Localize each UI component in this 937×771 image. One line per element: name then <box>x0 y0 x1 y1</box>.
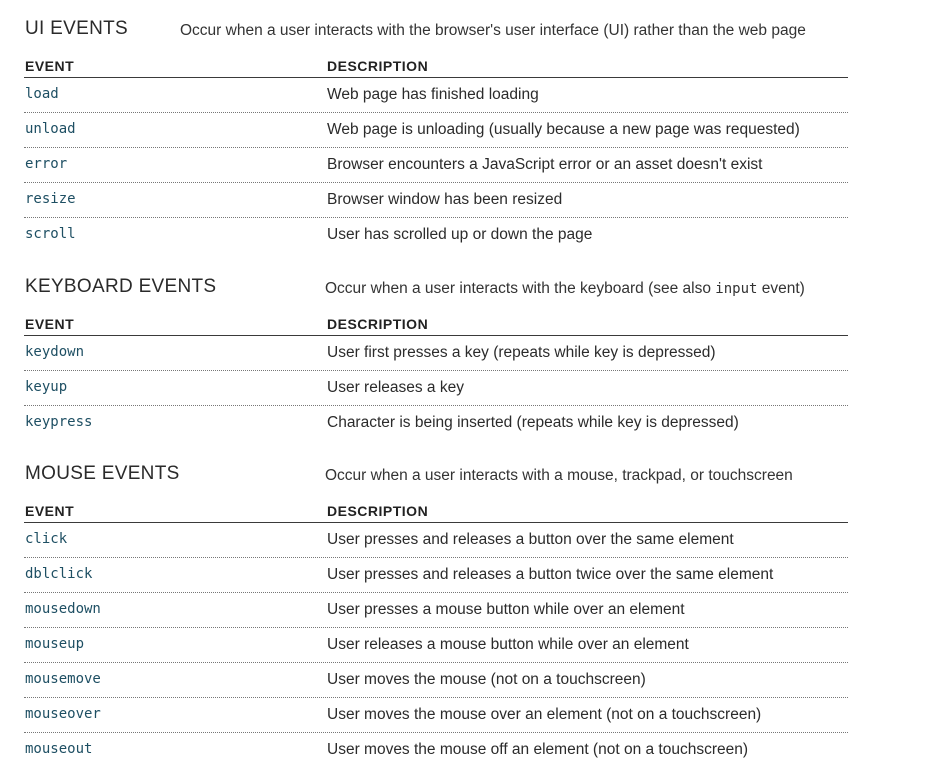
event-description: User moves the mouse over an element (not on a touchscreen) <box>327 706 762 723</box>
section-description-text: Occur when a user interacts with the keyboard (see also <box>325 280 716 297</box>
event-description: User presses and releases a button twice over the same element <box>327 566 774 583</box>
event-name: keydown <box>25 344 85 360</box>
table-row <box>24 733 848 767</box>
table-row <box>24 593 848 628</box>
table-row <box>24 148 848 183</box>
event-description: User releases a mouse button while over an element <box>327 636 689 653</box>
event-name: mouseout <box>25 741 93 757</box>
table-row <box>24 663 848 698</box>
section-header <box>24 276 848 302</box>
table-header <box>24 313 848 336</box>
section-title: UI EVENTS <box>25 18 128 39</box>
event-column-header: EVENT <box>25 58 75 74</box>
event-description: User moves the mouse (not on a touchscreen) <box>327 671 646 688</box>
ui-events-table <box>24 55 848 252</box>
event-description: User moves the mouse off an element (not on a touchscreen) <box>327 741 749 758</box>
description-column-header: DESCRIPTION <box>327 503 429 519</box>
table-row <box>24 183 848 218</box>
event-name: keyup <box>25 379 68 395</box>
event-name: mousemove <box>25 671 101 687</box>
event-description: Web page is unloading (usually because a new page was requested) <box>327 121 800 138</box>
event-description: Browser window has been resized <box>327 191 563 208</box>
section-description-text: event) <box>757 280 805 297</box>
table-row <box>24 558 848 593</box>
event-name: scroll <box>25 226 76 242</box>
table-row <box>24 406 848 440</box>
event-name: click <box>25 531 68 547</box>
section-description <box>325 280 805 298</box>
keyboard-events-table <box>24 313 848 440</box>
event-name: resize <box>25 191 76 207</box>
event-name: dblclick <box>25 566 93 582</box>
event-name: mousedown <box>25 601 101 617</box>
table-row <box>24 371 848 406</box>
event-name: unload <box>25 121 76 137</box>
section-header <box>24 463 848 489</box>
table-header <box>24 500 848 523</box>
table-row <box>24 113 848 148</box>
event-name: keypress <box>25 414 93 430</box>
mouse-events-section <box>24 463 848 767</box>
section-header <box>24 18 848 44</box>
mouse-events-table <box>24 500 848 767</box>
event-description: Web page has finished loading <box>327 86 539 103</box>
table-row <box>24 628 848 663</box>
event-name: load <box>25 86 59 102</box>
event-column-header: EVENT <box>25 316 75 332</box>
section-description: Occur when a user interacts with the browser's user interface (UI) rather than the web page <box>180 22 806 39</box>
inline-code: input <box>715 281 758 297</box>
event-description: User first presses a key (repeats while key is depressed) <box>327 344 716 361</box>
event-name: mouseup <box>25 636 85 652</box>
section-title: KEYBOARD EVENTS <box>25 276 217 297</box>
event-name: mouseover <box>25 706 101 722</box>
event-description: User has scrolled up or down the page <box>327 226 593 243</box>
table-header <box>24 55 848 78</box>
description-column-header: DESCRIPTION <box>327 58 429 74</box>
event-name: error <box>25 156 68 172</box>
table-row <box>24 336 848 371</box>
description-column-header: DESCRIPTION <box>327 316 429 332</box>
section-title: MOUSE EVENTS <box>25 463 180 484</box>
event-description: Browser encounters a JavaScript error or an asset doesn't exist <box>327 156 763 173</box>
event-description: User releases a key <box>327 379 464 396</box>
section-description: Occur when a user interacts with a mouse, trackpad, or touchscreen <box>325 467 793 484</box>
keyboard-events-section <box>24 276 848 440</box>
event-description: User presses a mouse button while over an element <box>327 601 685 618</box>
event-column-header: EVENT <box>25 503 75 519</box>
table-row <box>24 698 848 733</box>
ui-events-section <box>24 18 848 252</box>
table-row <box>24 78 848 113</box>
event-description: Character is being inserted (repeats while key is depressed) <box>327 414 739 431</box>
event-description: User presses and releases a button over the same element <box>327 531 734 548</box>
table-row <box>24 218 848 252</box>
table-row <box>24 523 848 558</box>
